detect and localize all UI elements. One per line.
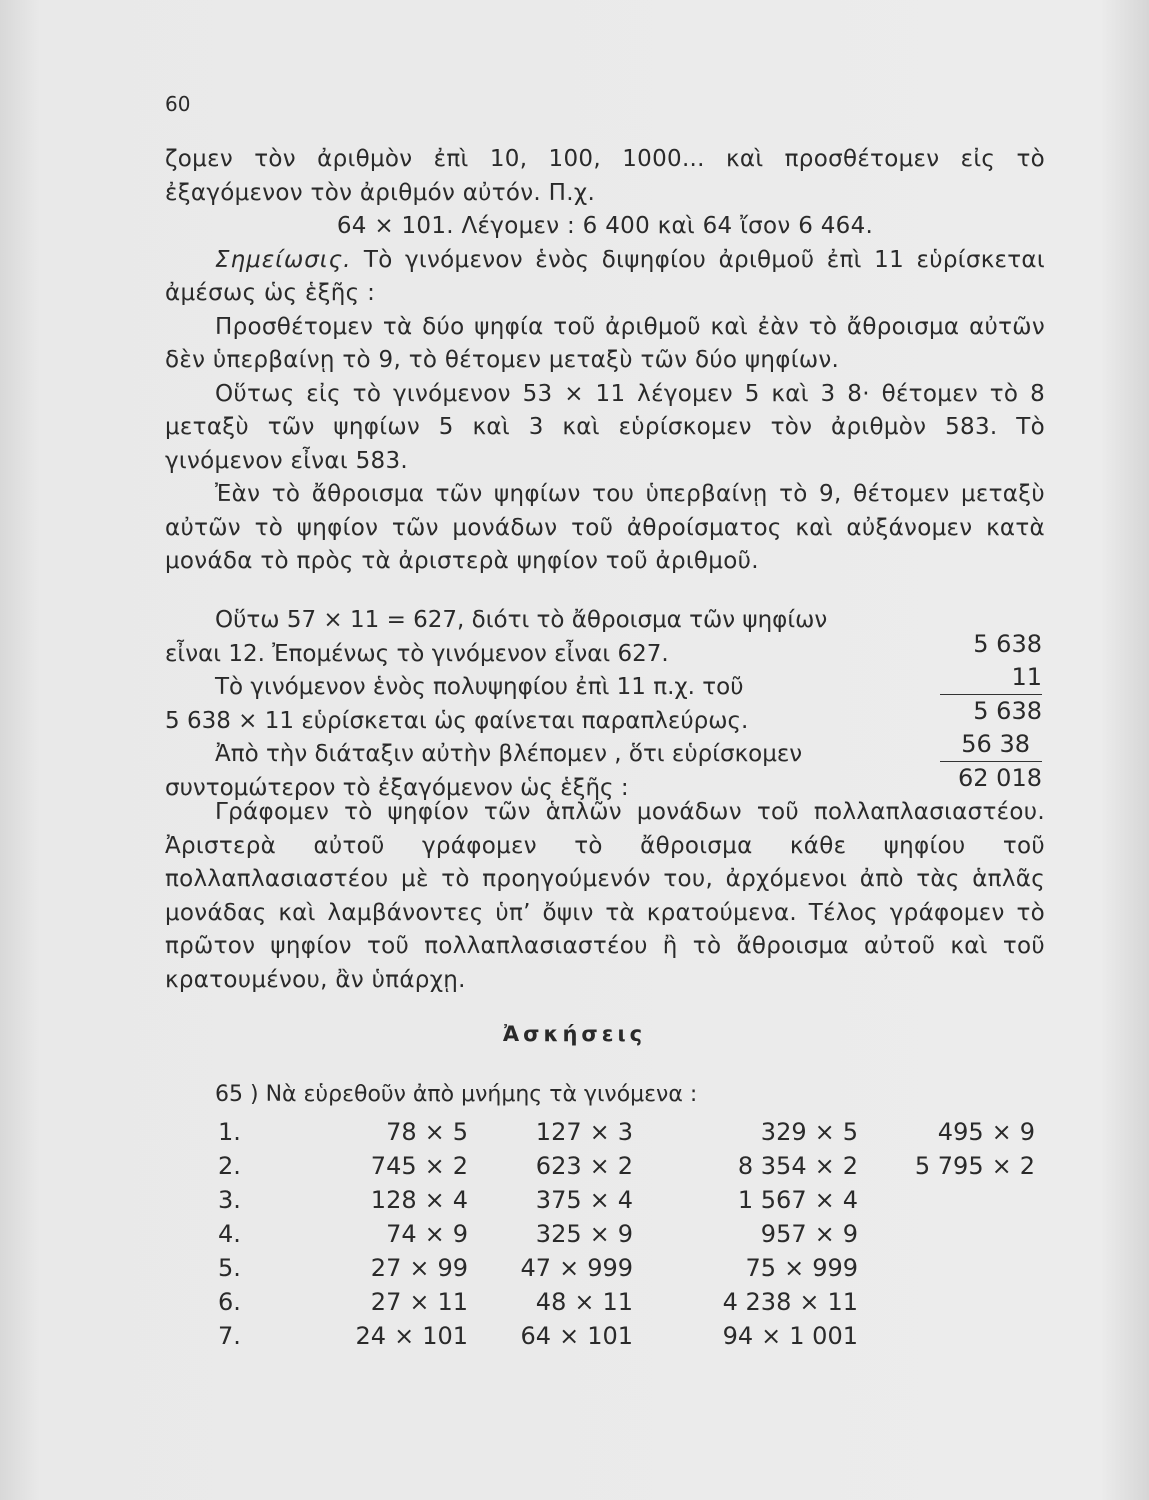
- paragraph: Προσθέτομεν τὰ δύο ψηφία τοῦ ἀριθμοῦ καὶ ἐὰν τὸ ἄθροισμα αὐτῶν δὲν ὑπερβαίνῃ τὸ 9, τὸ θέτομεν μεταξὺ τῶν δύο ψηφίων.: [165, 313, 1045, 373]
- factor: 2: [842, 1152, 858, 1180]
- factor: 101: [422, 1322, 468, 1350]
- factor: 1 001: [789, 1322, 858, 1350]
- exercise-row: [218, 1183, 1035, 1217]
- factor: 94: [722, 1322, 754, 1350]
- text-line: Τὸ γινόμενον ἑνὸς πολυψηφίου ἐπὶ 11 π.χ. τοῦ: [215, 674, 744, 700]
- exercise-product: [858, 1217, 1035, 1251]
- times-sign: ×: [991, 1152, 1012, 1180]
- exercise-number: 7.: [218, 1322, 241, 1350]
- factor: 74: [386, 1220, 417, 1248]
- exercise-row: [218, 1285, 1035, 1319]
- exercise-product: [858, 1183, 1035, 1217]
- exercise-product: [633, 1251, 858, 1285]
- exercise-product: [633, 1285, 858, 1319]
- exercise-product: [278, 1319, 468, 1353]
- factor: 745: [370, 1152, 417, 1180]
- text-line: συντομώτερον τὸ ἐξαγόμενον ὡς ἑξῆς :: [165, 774, 629, 801]
- factor: 47: [520, 1254, 552, 1282]
- exercise-product: [858, 1319, 1035, 1353]
- times-sign: ×: [814, 1186, 835, 1214]
- factor: 78: [386, 1118, 417, 1146]
- factor: 4: [842, 1186, 858, 1214]
- factor: 4 238: [722, 1288, 792, 1316]
- calc-partial-1: 5 638: [973, 697, 1042, 725]
- exercise-row: [218, 1115, 1035, 1149]
- factor: 11: [827, 1288, 858, 1316]
- paragraph: Ἐὰν τὸ ἄθροισμα τῶν ψηφίων του ὑπερβαίνῃ τὸ 9, θέτομεν μεταξὺ αὐτῶν τὸ ψηφίον τῶν μονάδων τοῦ ἀθροίσματος καὶ αὐξάνομεν κατὰ μονάδα τὸ πρὸς τὰ ἀριστερὰ ψηφίον τοῦ ἀριθμοῦ.: [165, 481, 1045, 574]
- multiplication-text: [165, 604, 865, 805]
- times-sign: ×: [559, 1322, 580, 1350]
- exercise-product: [468, 1251, 633, 1285]
- factor: 5: [452, 1118, 468, 1146]
- factor: 623: [535, 1152, 582, 1180]
- factor: 999: [587, 1254, 633, 1282]
- exercise-row: [218, 1217, 1035, 1251]
- times-sign: ×: [424, 1152, 445, 1180]
- exercise-number: 2.: [218, 1152, 241, 1180]
- exercise-product: [278, 1183, 468, 1217]
- exercise-product: [468, 1149, 633, 1183]
- example-line: 64 × 101. Λέγομεν : 6 400 καὶ 64 ἴσον 6 464.: [336, 213, 874, 239]
- exercise-table: [218, 1115, 1035, 1353]
- exercise-number: 5.: [218, 1254, 241, 1282]
- factor: 8 354: [737, 1152, 807, 1180]
- paragraph: Γράφομεν τὸ ψηφίον τῶν ἁπλῶν μονάδων τοῦ πολλαπλασιαστέου. Ἀριστερὰ αὐτοῦ γράφομεν τὸ ἄθροισμα κάθε ψηφίου τοῦ πολλαπλασιαστέου μὲ τὸ προηγούμενόν του, ἀρχόμενοι ἀπὸ τὰς ἁπλᾶς μονάδας καὶ λαμβάνοντες ὑπ’ ὄψιν τὰ κρατούμενα. Τέλος γράφομεν τὸ πρῶτον ψηφίον τοῦ πολλαπλασιαστέου ἢ τὸ ἄθροισμα αὐτοῦ καὶ τοῦ κρατουμένου, ἂν ὑπάρχῃ.: [165, 799, 1045, 993]
- paragraph: ζομεν τὸν ἀριθμὸν ἐπὶ 10, 100, 1000... καὶ προσθέτομεν εἰς τὸ ἐξαγόμενον τὸν ἀριθμόν αὐτόν. Π.χ.: [165, 146, 1045, 206]
- factor: 9: [452, 1220, 468, 1248]
- times-sign: ×: [424, 1186, 445, 1214]
- exercise-number: 6.: [218, 1288, 241, 1316]
- exercise-product: [858, 1251, 1035, 1285]
- factor: 24: [355, 1322, 387, 1350]
- times-sign: ×: [814, 1152, 835, 1180]
- paragraph: Οὕτως εἰς τὸ γινόμενον 53 × 11 λέγομεν 5 καὶ 3 8· θέτομεν τὸ 8 μεταξὺ τῶν ψηφίων 5 καὶ 3 καὶ εὑρίσκομεν τὸν ἀριθμὸν 583. Τὸ γινόμενον εἶναι 583.: [165, 380, 1045, 474]
- factor: 75: [745, 1254, 777, 1282]
- factor: 11: [602, 1288, 633, 1316]
- exercise-product: [633, 1319, 858, 1353]
- exercise-product: [858, 1149, 1035, 1183]
- factor: 3: [617, 1118, 633, 1146]
- times-sign: ×: [559, 1254, 580, 1282]
- text-line: 5 638 × 11 εὑρίσκεται ὡς φαίνεται παραπλεύρως.: [165, 707, 749, 734]
- paragraph: [165, 244, 1045, 311]
- times-sign: ×: [991, 1118, 1012, 1146]
- exercise-product: [468, 1115, 633, 1149]
- factor: 2: [1019, 1152, 1035, 1180]
- times-sign: ×: [784, 1254, 805, 1282]
- exercise-number: 4.: [218, 1220, 241, 1248]
- factor: 999: [812, 1254, 858, 1282]
- factor: 495: [937, 1118, 984, 1146]
- calc-multiplier: 11: [940, 661, 1042, 695]
- exercise-product: [633, 1183, 858, 1217]
- calc-partial-2: 56 38: [940, 728, 1042, 762]
- times-sign: ×: [799, 1288, 820, 1316]
- exercise-product: [633, 1115, 858, 1149]
- exercise-number: 1.: [218, 1118, 241, 1146]
- exercise-product: [468, 1285, 633, 1319]
- exercise-product: [858, 1285, 1035, 1319]
- exercise-product: [278, 1217, 468, 1251]
- times-sign: ×: [424, 1118, 445, 1146]
- factor: 4: [617, 1186, 633, 1214]
- exercise-intro: 65 ) Νὰ εὑρεθοῦν ἀπὸ μνήμης τὰ γινόμενα :: [215, 1082, 698, 1107]
- factor: 5: [842, 1118, 858, 1146]
- times-sign: ×: [409, 1288, 430, 1316]
- factor: 127: [535, 1118, 582, 1146]
- factor: 9: [617, 1220, 633, 1248]
- times-sign: ×: [814, 1220, 835, 1248]
- times-sign: ×: [424, 1220, 445, 1248]
- times-sign: ×: [589, 1152, 610, 1180]
- exercise-product: [468, 1319, 633, 1353]
- times-sign: ×: [574, 1288, 595, 1316]
- exercise-product: [633, 1149, 858, 1183]
- factor: 48: [535, 1288, 567, 1316]
- exercise-row: [218, 1149, 1035, 1183]
- factor: 9: [842, 1220, 858, 1248]
- exercise-row: [218, 1251, 1035, 1285]
- note-label: Σημείωσις.: [215, 246, 352, 273]
- exercise-product: [278, 1251, 468, 1285]
- exercise-product: [278, 1149, 468, 1183]
- factor: 957: [760, 1220, 807, 1248]
- factor: 4: [452, 1186, 468, 1214]
- times-sign: ×: [814, 1118, 835, 1146]
- text-block-bottom: [165, 796, 1045, 997]
- factor: 329: [760, 1118, 807, 1146]
- text-line: Ἀπὸ τὴν διάταξιν αὐτὴν βλέπομεν , ὅτι εὑρίσκομεν: [215, 741, 803, 767]
- factor: 325: [535, 1220, 582, 1248]
- times-sign: ×: [409, 1254, 430, 1282]
- factor: 9: [1019, 1118, 1035, 1146]
- calc-result: 62 018: [958, 764, 1042, 792]
- exercise-product: [858, 1115, 1035, 1149]
- note-text: Τὸ γινόμενον ἑνὸς διψηφίου ἀριθμοῦ ἐπὶ 11 εὑρίσκεται ἀμέσως ὡς ἑξῆς :: [165, 246, 1045, 306]
- times-sign: ×: [589, 1186, 610, 1214]
- exercise-number: 3.: [218, 1186, 241, 1214]
- factor: 128: [370, 1186, 417, 1214]
- factor: 2: [452, 1152, 468, 1180]
- times-sign: ×: [394, 1322, 415, 1350]
- factor: 1 567: [737, 1186, 807, 1214]
- multiplication-calculation: [940, 628, 1042, 795]
- text-block-top: [165, 143, 1045, 579]
- times-sign: ×: [761, 1322, 782, 1350]
- factor: 101: [587, 1322, 633, 1350]
- factor: 64: [520, 1322, 552, 1350]
- factor: 27: [370, 1254, 402, 1282]
- exercise-product: [468, 1217, 633, 1251]
- times-sign: ×: [589, 1118, 610, 1146]
- factor: 2: [617, 1152, 633, 1180]
- factor: 375: [535, 1186, 582, 1214]
- calc-multiplicand: 5 638: [973, 630, 1042, 658]
- exercise-product: [633, 1217, 858, 1251]
- page-number: 60: [165, 92, 191, 116]
- text-line: Οὕτω 57 × 11 = 627, διότι τὸ ἄθροισμα τῶν ψηφίων: [215, 607, 828, 633]
- factor: 11: [437, 1288, 468, 1316]
- text-line: εἶναι 12. Ἐπομένως τὸ γινόμενον εἶναι 627.: [165, 640, 669, 667]
- exercise-product: [468, 1183, 633, 1217]
- times-sign: ×: [589, 1220, 610, 1248]
- exercise-row: [218, 1319, 1035, 1353]
- exercises-heading: Ἀσκήσεις: [502, 1022, 647, 1046]
- factor: 99: [437, 1254, 468, 1282]
- factor: 5 795: [914, 1152, 984, 1180]
- exercise-product: [278, 1285, 468, 1319]
- exercise-product: [278, 1115, 468, 1149]
- factor: 27: [370, 1288, 402, 1316]
